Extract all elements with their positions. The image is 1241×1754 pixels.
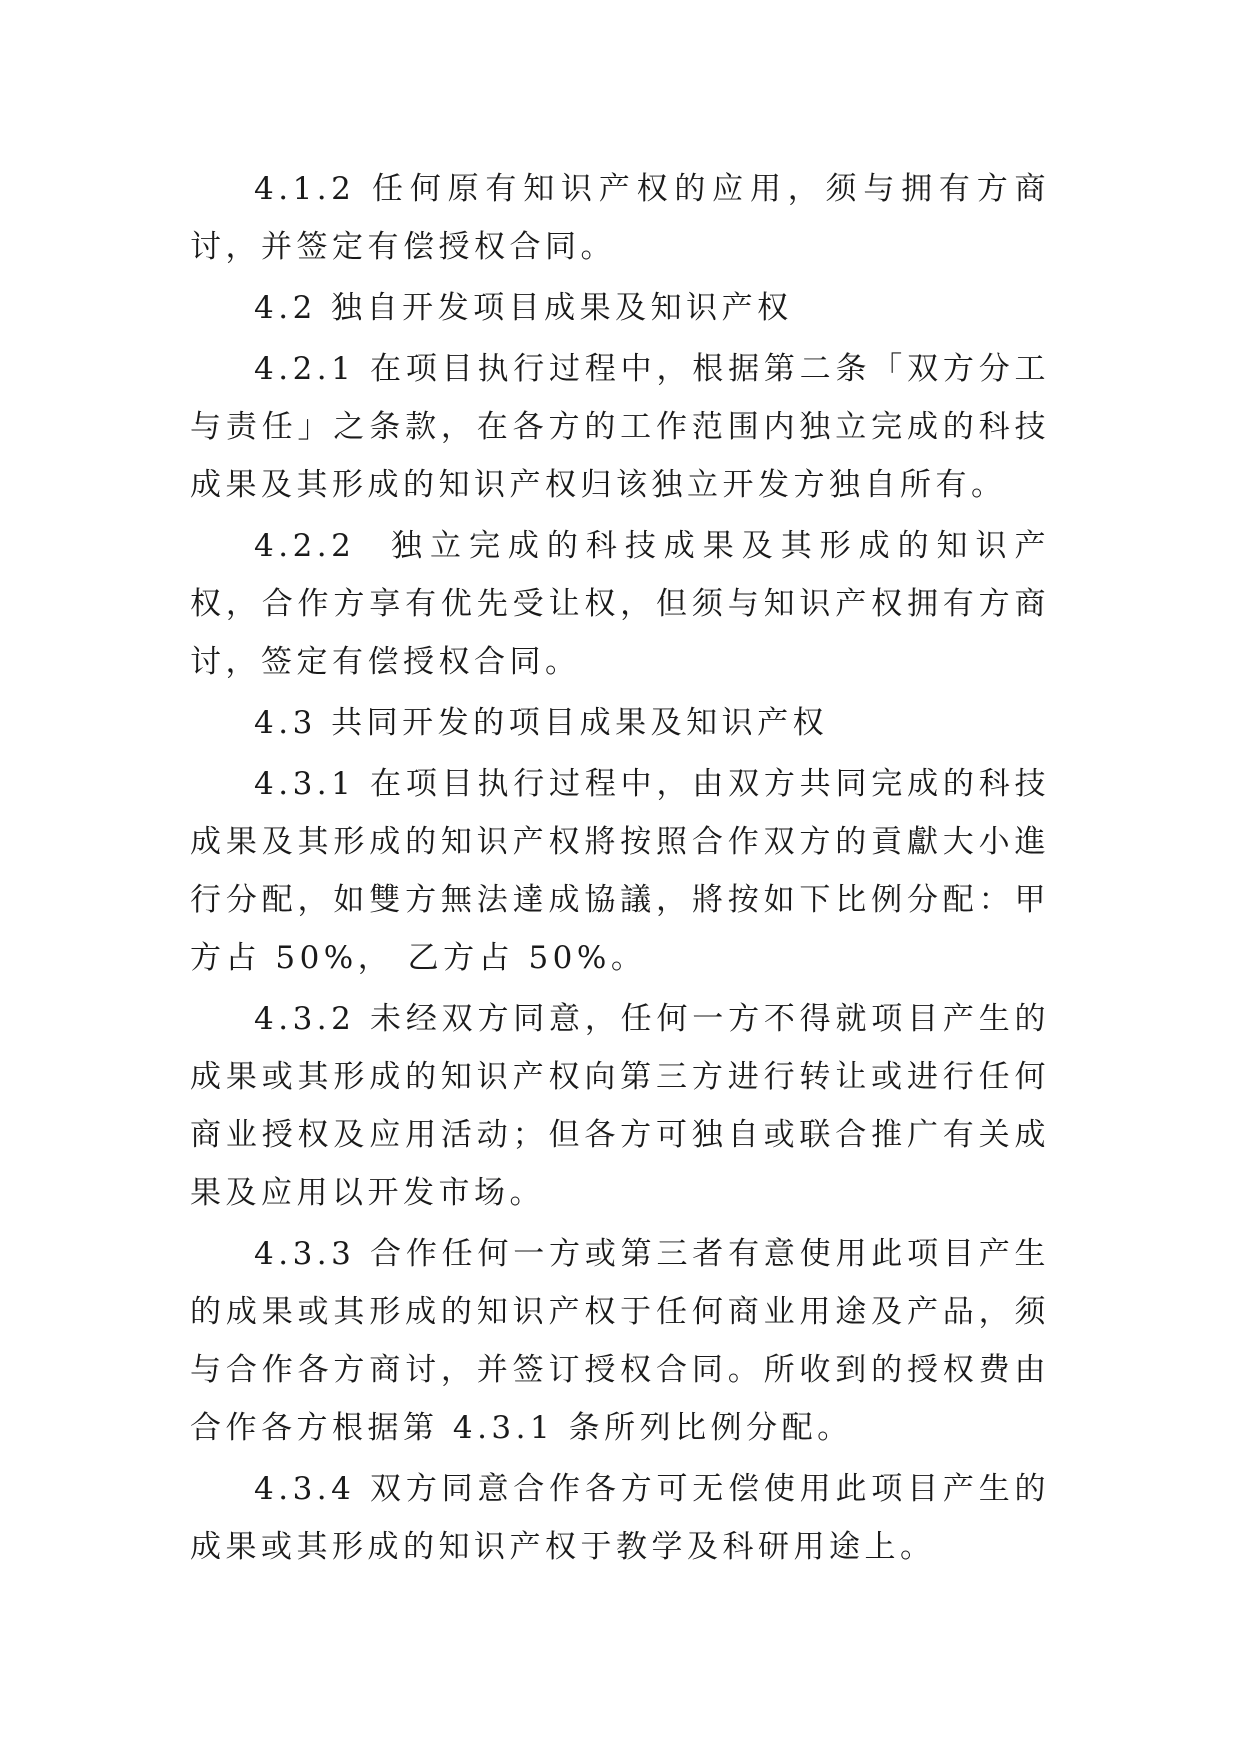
section-heading-4-3: 4.3 共同开发的项目成果及知识产权	[254, 705, 829, 741]
clause-4-3-4: 4.3.4 双方同意合作各方可无偿使用此项目产生的成果或其形成的知识产权于教学及科研用途上。	[190, 1471, 1050, 1565]
clause-4-3-3: 4.3.3 合作任何一方或第三者有意使用此项目产生的成果或其形成的知识产权于任何商业用途及产品，须与合作各方商讨，并签订授权合同。所收到的授权费由合作各方根据第 4.3.1 条所列比例分配。	[190, 1236, 1050, 1446]
clause-4-2-2: 4.2.2 独立完成的科技成果及其形成的知识产权，合作方享有优先受让权，但须与知识产权拥有方商讨，签定有偿授权合同。	[190, 528, 1050, 680]
clause-4-3-2: 4.3.2 未经双方同意，任何一方不得就项目产生的成果或其形成的知识产权向第三方进行转让或进行任何商业授权及应用活动；但各方可独自或联合推广有关成果及应用以开发市场。	[190, 1001, 1050, 1211]
clause-4-1-2: 4.1.2 任何原有知识产权的应用，须与拥有方商讨，并签定有偿授权合同。	[190, 171, 1050, 265]
clause-4-3-1: 4.3.1 在项目执行过程中，由双方共同完成的科技成果及其形成的知识产权將按照合作双方的貢獻大小進行分配，如雙方無法達成協議，將按如下比例分配：甲方占 50%， 乙方占 50%。	[190, 766, 1050, 976]
section-heading-4-2: 4.2 独自开发项目成果及知识产权	[254, 290, 793, 326]
clause-4-2-1: 4.2.1 在项目执行过程中，根据第二条「双方分工与责任」之条款，在各方的工作范围内独立完成的科技成果及其形成的知识产权归该独立开发方独自所有。	[190, 351, 1050, 503]
document-body	[190, 160, 1050, 1579]
